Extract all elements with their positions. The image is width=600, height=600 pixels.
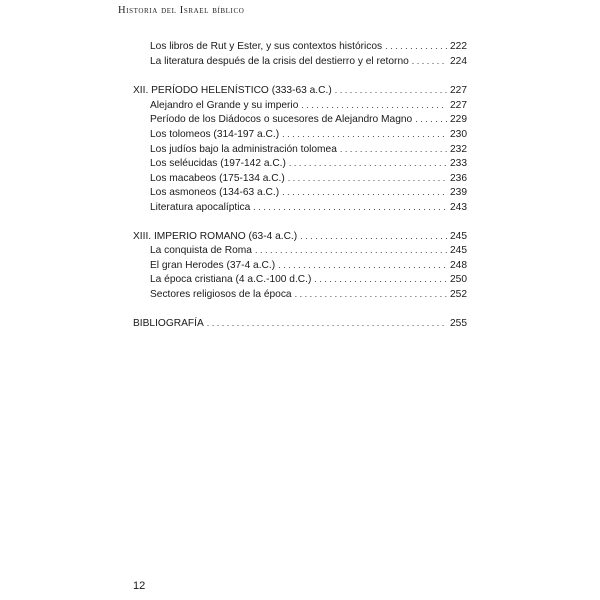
toc-dot-leader bbox=[335, 83, 447, 98]
toc-entry-judios-tolomea bbox=[133, 142, 467, 157]
toc-entry-title: La época cristiana (4 a.C.-100 d.C.) bbox=[150, 274, 312, 286]
toc-entry-page: 236 bbox=[450, 172, 467, 184]
toc-entry-title: Los judíos bajo la administración tolomea bbox=[150, 143, 337, 155]
toc-entry-title: Literatura apocalíptica bbox=[150, 201, 251, 213]
toc-dot-leader bbox=[295, 287, 447, 302]
toc-dot-leader bbox=[289, 156, 447, 171]
toc-chapter-title: BIBLIOGRAFÍA bbox=[133, 317, 204, 329]
toc-entry-title: La conquista de Roma bbox=[150, 245, 252, 257]
toc-entry-rut-ester bbox=[133, 39, 467, 54]
toc-dot-leader bbox=[385, 39, 447, 54]
toc-entry-page: 232 bbox=[450, 143, 467, 155]
toc-dot-leader bbox=[300, 229, 447, 244]
toc-entry-page: 248 bbox=[450, 259, 467, 271]
table-of-contents bbox=[133, 39, 467, 330]
toc-entry-title: Sectores religiosos de la época bbox=[150, 288, 292, 300]
toc-entry-literatura-destierro bbox=[133, 54, 467, 69]
toc-entry-conquista-roma bbox=[133, 243, 467, 258]
running-header: Historia del Israel bíblico bbox=[118, 5, 245, 16]
toc-entry-page: 230 bbox=[450, 128, 467, 140]
toc-entry-page: 222 bbox=[450, 41, 467, 52]
toc-dot-leader bbox=[301, 98, 447, 113]
toc-entry-page: 243 bbox=[450, 201, 467, 213]
toc-entry-title: La literatura después de la crisis del destierro y el retorno bbox=[150, 55, 409, 67]
toc-entry-title: Los macabeos (175-134 a.C.) bbox=[150, 172, 285, 184]
toc-entry-page: 239 bbox=[450, 187, 467, 199]
toc-dot-leader bbox=[282, 185, 447, 200]
toc-dot-leader bbox=[412, 54, 447, 69]
toc-chapter-xiii bbox=[133, 229, 467, 244]
toc-bibliografia bbox=[133, 316, 467, 331]
toc-dot-leader bbox=[207, 316, 447, 331]
toc-entry-apocaliptica bbox=[133, 200, 467, 215]
toc-entry-page: 255 bbox=[450, 317, 467, 329]
page-number: 12 bbox=[133, 580, 146, 592]
toc-entry-sectores-religiosos bbox=[133, 287, 467, 302]
toc-entry-page: 250 bbox=[450, 274, 467, 286]
toc-entry-title: Período de los Diádocos o sucesores de Alejandro Magno bbox=[150, 114, 413, 126]
toc-dot-leader bbox=[340, 142, 447, 157]
toc-entry-title: Los seléucidas (197-142 a.C.) bbox=[150, 158, 286, 170]
toc-entry-page: 233 bbox=[450, 158, 467, 170]
toc-dot-leader bbox=[278, 258, 447, 273]
toc-entry-title: Los tolomeos (314-197 a.C.) bbox=[150, 128, 280, 140]
toc-entry-title: Los asmoneos (134-63 a.C.) bbox=[150, 187, 280, 199]
toc-entry-macabeos bbox=[133, 171, 467, 186]
toc-chapter-xii bbox=[133, 83, 467, 98]
toc-entry-page: 229 bbox=[450, 114, 467, 126]
toc-entry-herodes bbox=[133, 258, 467, 273]
toc-entry-page: 227 bbox=[450, 85, 467, 97]
toc-entry-tolomeos bbox=[133, 127, 467, 142]
toc-entry-title: Los libros de Rut y Ester, y sus contextos históricos bbox=[150, 41, 383, 52]
toc-dot-leader bbox=[415, 112, 447, 127]
toc-dot-leader bbox=[253, 200, 447, 215]
toc-dot-leader bbox=[255, 243, 447, 258]
toc-dot-leader bbox=[314, 272, 447, 287]
toc-entry-page: 245 bbox=[450, 230, 467, 242]
toc-dot-leader bbox=[288, 171, 447, 186]
toc-entry-title: Alejandro el Grande y su imperio bbox=[150, 99, 299, 111]
toc-dot-leader bbox=[282, 127, 447, 142]
toc-entry-epoca-cristiana bbox=[133, 272, 467, 287]
toc-entry-seleucidas bbox=[133, 156, 467, 171]
toc-chapter-title: XIII. IMPERIO ROMANO (63-4 a.C.) bbox=[133, 230, 298, 242]
toc-entry-asmoneos bbox=[133, 185, 467, 200]
toc-entry-title: El gran Herodes (37-4 a.C.) bbox=[150, 259, 276, 271]
toc-entry-page: 252 bbox=[450, 288, 467, 300]
toc-entry-page: 227 bbox=[450, 99, 467, 111]
toc-entry-alejandro bbox=[133, 98, 467, 113]
toc-chapter-title: XII. PERÍODO HELENÍSTICO (333-63 a.C.) bbox=[133, 85, 332, 97]
toc-entry-page: 245 bbox=[450, 245, 467, 257]
toc-entry-page: 224 bbox=[450, 55, 467, 67]
toc-entry-diadocos bbox=[133, 112, 467, 127]
